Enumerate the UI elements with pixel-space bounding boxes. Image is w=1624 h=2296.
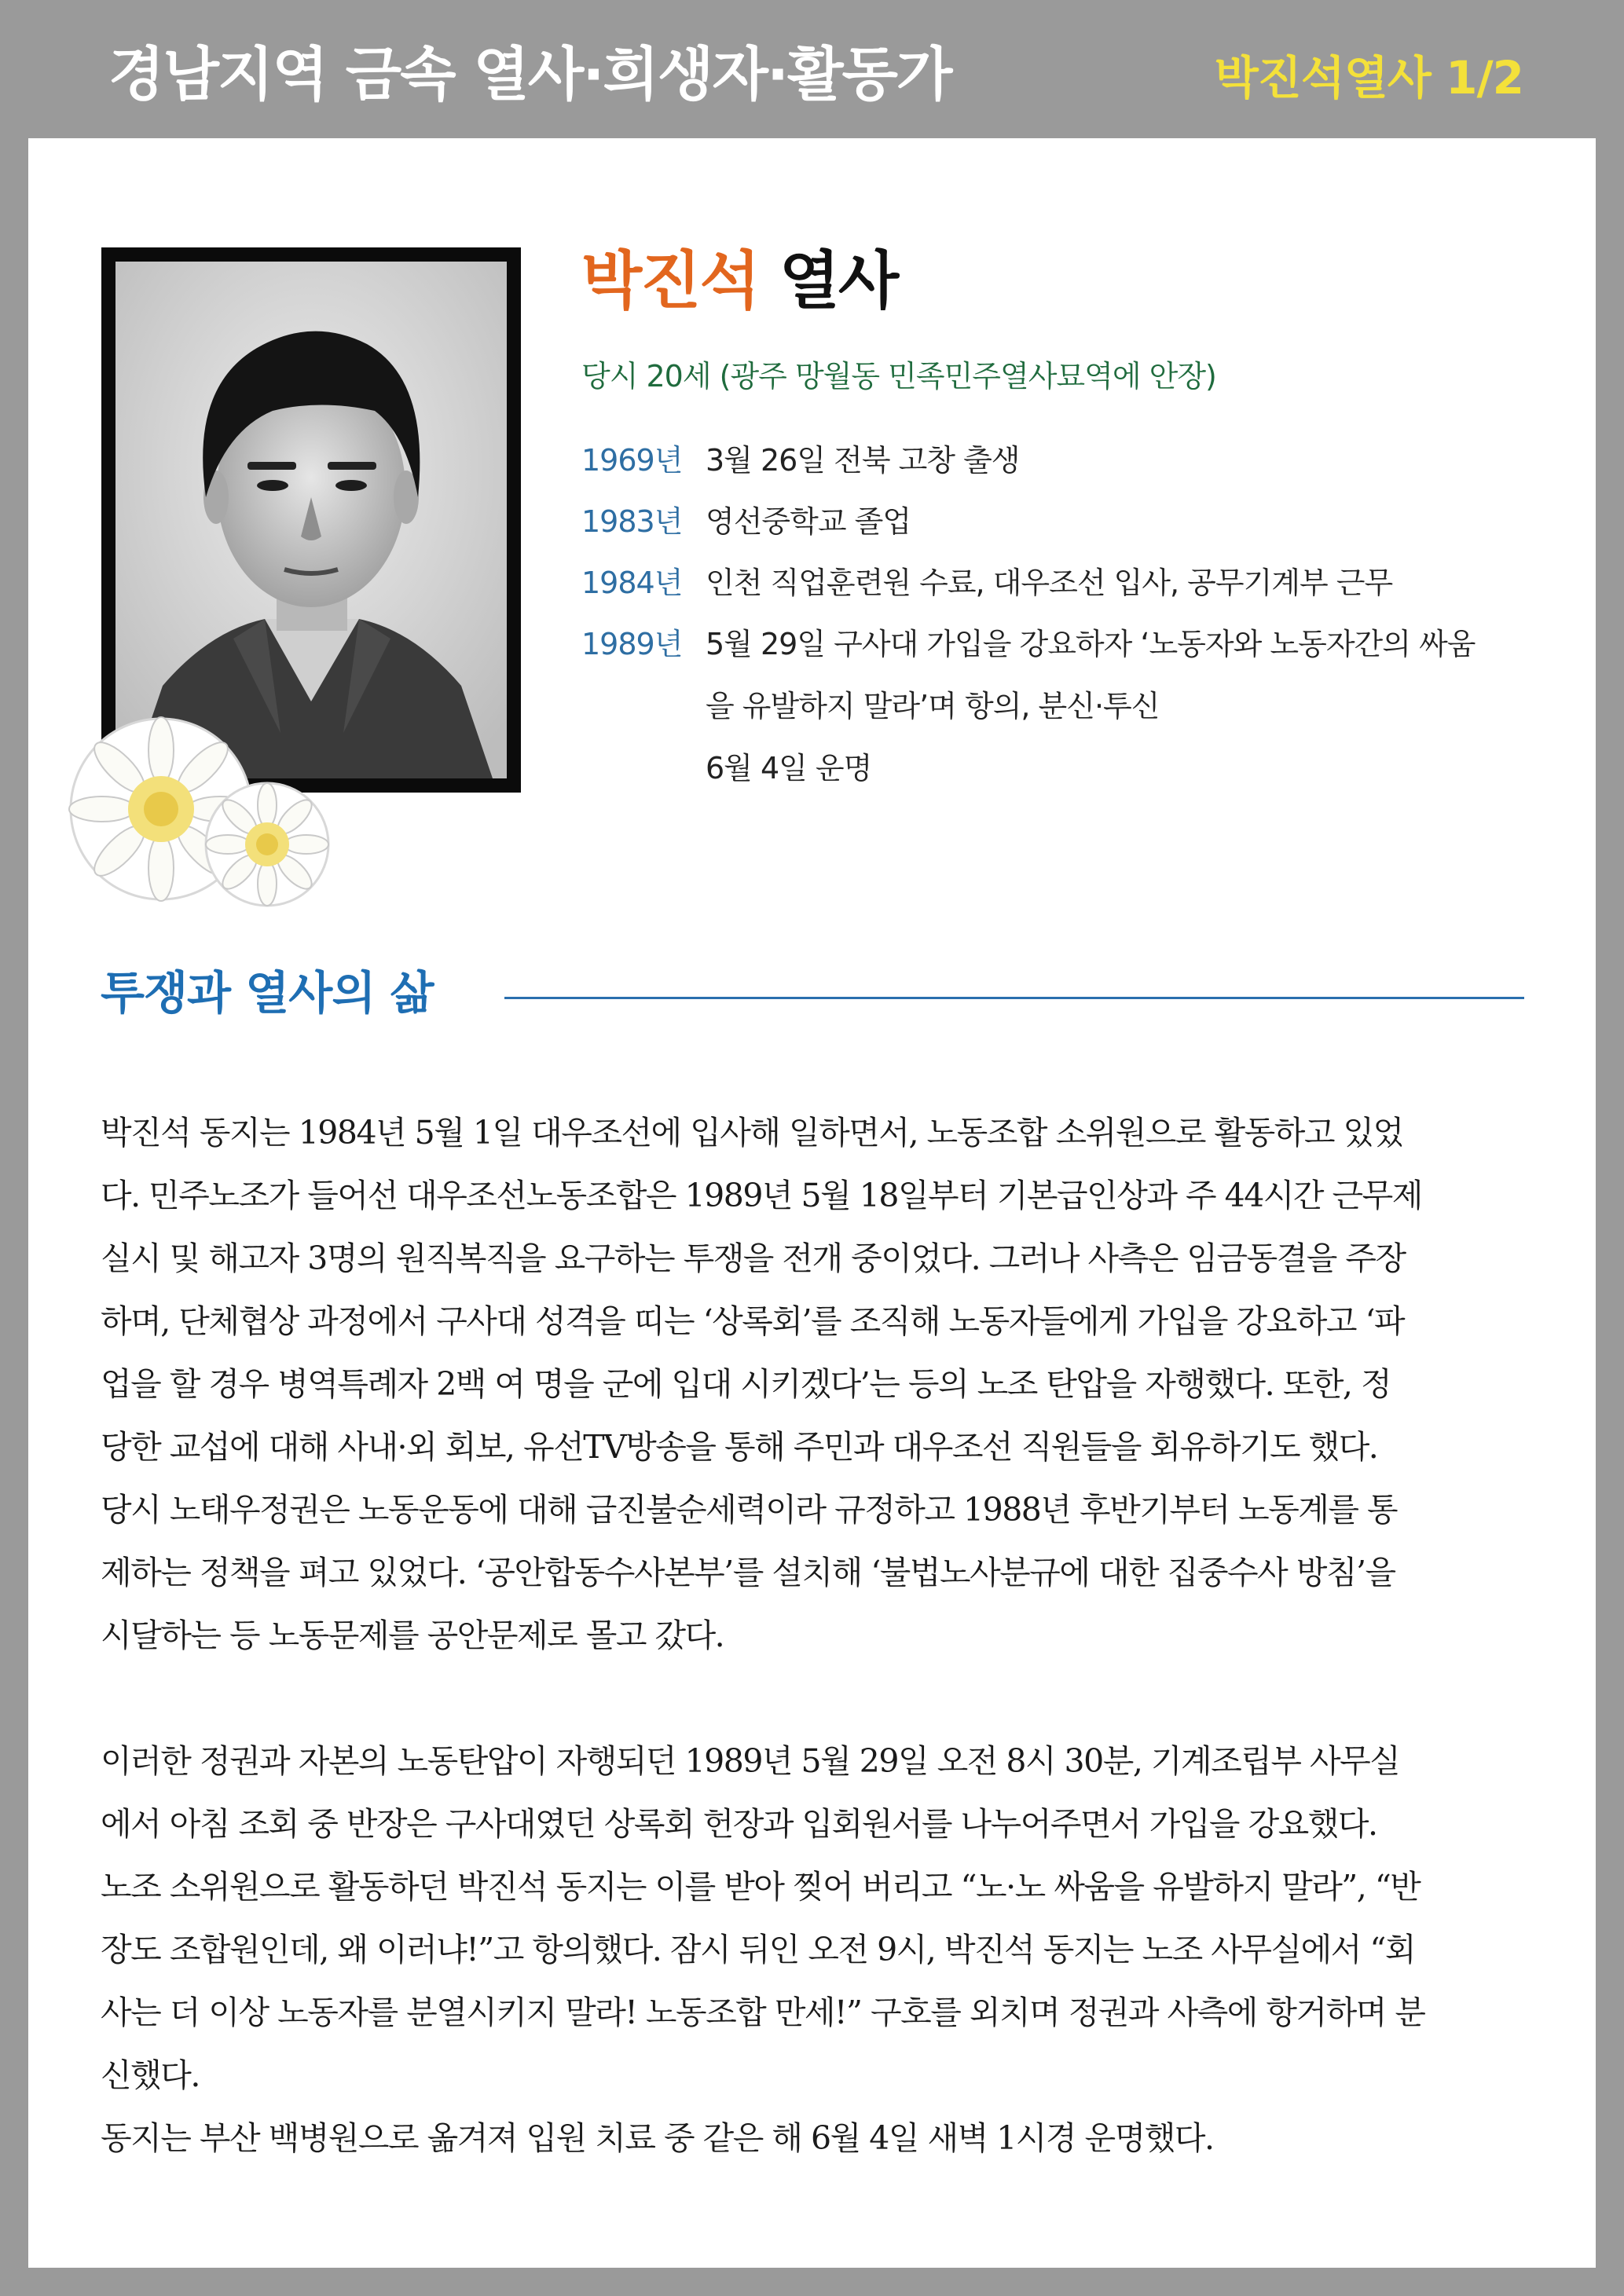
chrysanthemum-decoration xyxy=(43,691,342,927)
paragraph-line: 신했다. xyxy=(101,2056,200,2094)
paragraph xyxy=(101,1101,1524,1667)
paragraph-line: 실시 및 해고자 3명의 원직복직을 요구하는 투쟁을 전개 중이었다. 그러나 사측은 임금동결을 주장 xyxy=(101,1240,1406,1277)
timeline-row xyxy=(581,499,1524,544)
section-header xyxy=(101,966,1524,1033)
person-subtitle: 당시 20세 (광주 망월동 민족민주열사묘역에 안장) xyxy=(581,359,1216,394)
page-label: 박진석열사 1/2 xyxy=(1214,51,1523,104)
paragraph-line: 당한 교섭에 대해 사내·외 회보, 유선TV방송을 통해 주민과 대우조선 직원들을 회유하기도 했다. xyxy=(101,1428,1378,1466)
timeline-row xyxy=(581,438,1524,483)
paragraph-line: 노조 소위원으로 활동하던 박진석 동지는 이를 받아 찢어 버리고 “노·노 싸움을 유발하지 말라”, “반 xyxy=(101,1868,1421,1906)
paragraph-line: 하며, 단체협상 과정에서 구사대 성격을 띠는 ‘상록회’를 조직해 노동자들에게 가입을 강요하고 ‘파 xyxy=(101,1302,1405,1340)
timeline-year: 1984년 xyxy=(581,566,683,600)
paragraph-line: 시달하는 등 노동문제를 공안문제로 몰고 갔다. xyxy=(101,1617,724,1654)
body-text xyxy=(101,1101,1524,2170)
timeline-event-line: 3월 26일 전북 고창 출생 xyxy=(706,443,1020,478)
timeline-event xyxy=(706,499,1524,544)
timeline-event-line: 인천 직업훈련원 수료, 대우조선 입사, 공무기계부 근무 xyxy=(706,566,1393,600)
timeline-row xyxy=(581,621,1524,791)
paragraph-line: 박진석 동지는 1984년 5월 1일 대우조선에 입사해 일하면서, 노동조합 소위원으로 활동하고 있었 xyxy=(101,1114,1403,1152)
paragraph-line: 에서 아침 조회 중 반장은 구사대였던 상록회 헌장과 입회원서를 나누어주면서 가입을 강요했다. xyxy=(101,1805,1377,1843)
paragraph-line: 장도 조합원인데, 왜 이러냐!”고 항의했다. 잠시 뒤인 오전 9시, 박진석 동지는 노조 사무실에서 “회 xyxy=(101,1931,1415,1968)
flower-icon xyxy=(43,691,342,927)
timeline-event-line: 을 유발하지 말라’며 항의, 분신·투신 xyxy=(706,689,1160,723)
person-name: 박진석 xyxy=(581,244,759,317)
paragraph-line: 동지는 부산 백병원으로 옮겨져 입원 치료 중 같은 해 6월 4일 새벽 1시경 운명했다. xyxy=(101,2119,1214,2157)
page-header xyxy=(0,0,1624,138)
section-title: 투쟁과 열사의 삶 xyxy=(101,966,434,1020)
paragraph-line: 사는 더 이상 노동자를 분열시키지 말라! 노동조합 만세!” 구호를 외치며 정권과 사측에 항거하며 분 xyxy=(101,1994,1425,2031)
timeline-event xyxy=(706,621,1524,791)
paragraph-line: 이러한 정권과 자본의 노동탄압이 자행되던 1989년 5월 29일 오전 8시 30분, 기계조립부 사무실 xyxy=(101,1742,1400,1780)
paragraph-line: 업을 할 경우 병역특례자 2백 여 명을 군에 입대 시키겠다’는 등의 노조 탄압을 자행했다. 또한, 정 xyxy=(101,1365,1391,1403)
paragraph-line: 다. 민주노조가 들어선 대우조선노동조합은 1989년 5월 18일부터 기본급인상과 주 44시간 근무제 xyxy=(101,1177,1422,1214)
section-divider xyxy=(504,997,1524,999)
person-title: 열사 xyxy=(779,244,898,317)
paragraph-line: 제하는 정책을 펴고 있었다. ‘공안합동수사본부’를 설치해 ‘불법노사분규에 대한 집중수사 방침’을 xyxy=(101,1554,1395,1591)
timeline-row xyxy=(581,560,1524,606)
timeline-year: 1989년 xyxy=(581,627,683,661)
timeline-event-line: 5월 29일 구사대 가입을 강요하자 ‘노동자와 노동자간의 싸움 xyxy=(706,627,1476,661)
timeline-event-line: 영선중학교 졸업 xyxy=(706,504,911,539)
header-title: 경남지역 금속 열사·희생자·활동가 xyxy=(108,41,951,108)
paragraph xyxy=(101,1730,1524,2170)
paragraph-line: 당시 노태우정권은 노동운동에 대해 급진불순세력이라 규정하고 1988년 후반기부터 노동계를 통 xyxy=(101,1491,1398,1529)
timeline-event xyxy=(706,438,1524,483)
timeline-event-line: 6월 4일 운명 xyxy=(706,751,872,785)
person-heading xyxy=(581,244,898,317)
timeline-event xyxy=(706,560,1524,606)
timeline xyxy=(581,438,1524,807)
timeline-year: 1969년 xyxy=(581,443,683,478)
timeline-year: 1983년 xyxy=(581,504,683,539)
